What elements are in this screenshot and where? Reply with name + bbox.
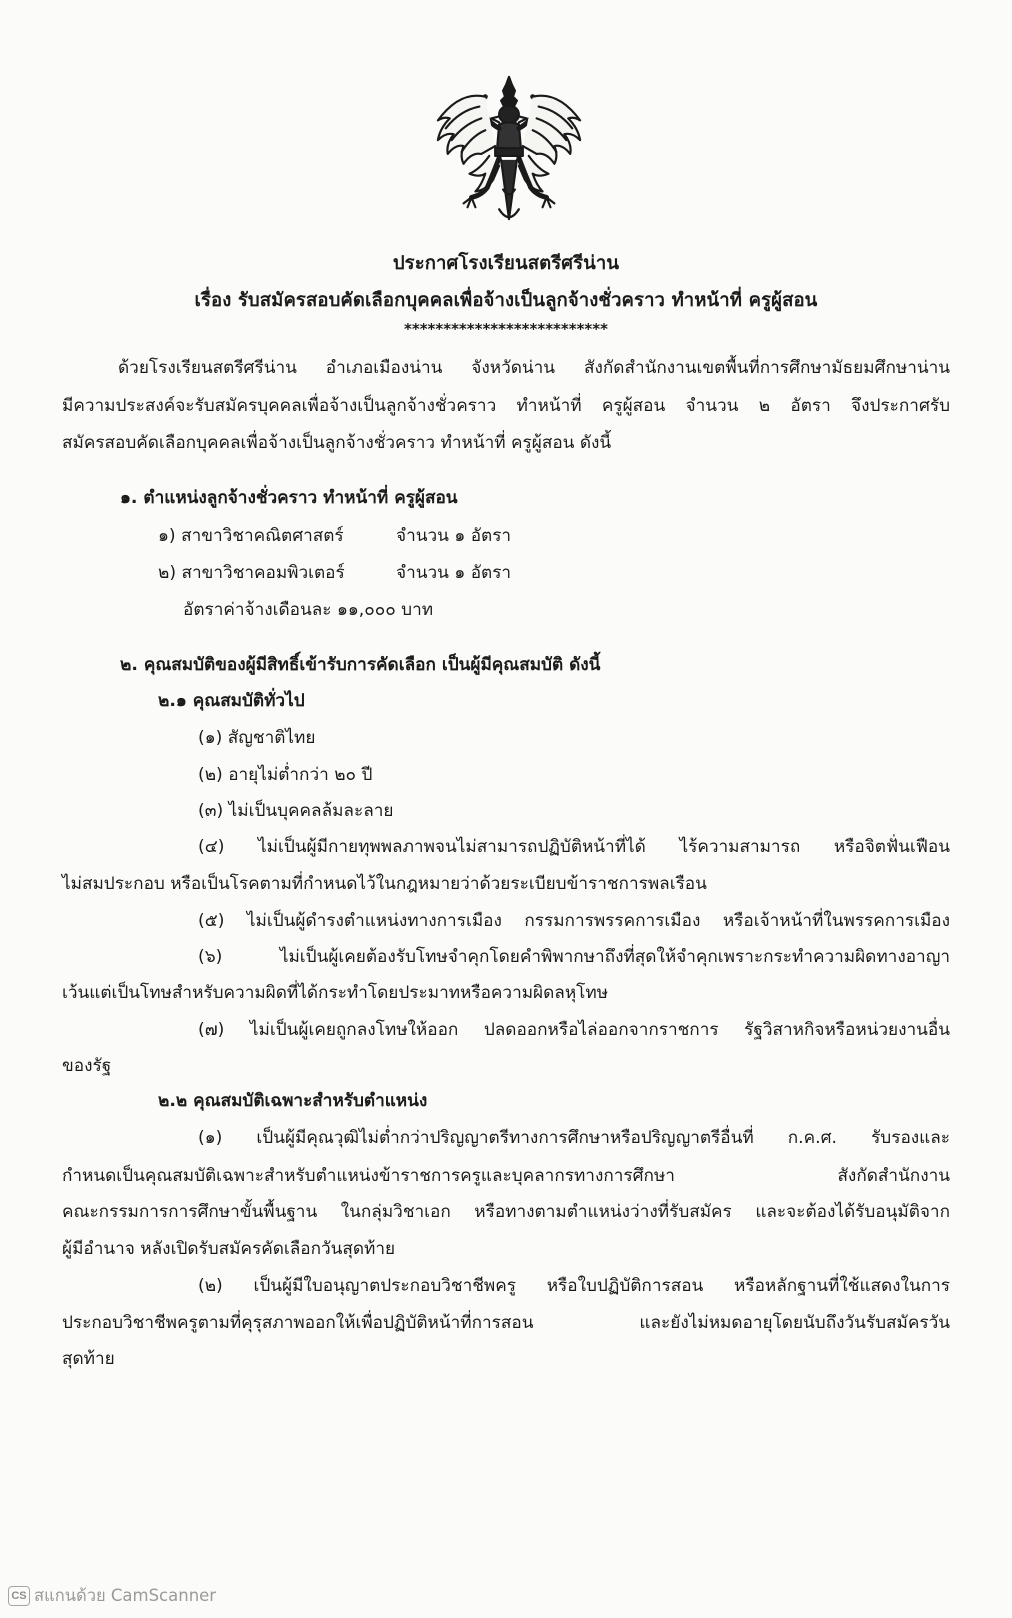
qualification-item: (๑) สัญชาติไทย: [198, 728, 316, 748]
specific-qualification-continued: กำหนดเป็นคุณสมบัติเฉพาะสำหรับตำแหน่งข้าราชการครูและบุคลากรทางการศึกษา สังกัดสำนักงาน: [62, 1166, 950, 1186]
announcement-subject: เรื่อง รับสมัครสอบคัดเลือกบุคคลเพื่อจ้างเป็นลูกจ้างชั่วคราว ทำหน้าที่ ครูผู้สอน: [194, 290, 818, 311]
specific-qualification-continued: ผู้มีอำนาจ หลังเปิดรับสมัครคัดเลือกวันสุดท้าย: [62, 1239, 396, 1259]
position-count: จำนวน ๑ อัตรา: [396, 563, 512, 583]
wage-rate: อัตราค่าจ้างเดือนละ ๑๑,๐๐๐ บาท: [183, 600, 434, 620]
garuda-emblem-icon: [430, 70, 588, 230]
general-qualifications-heading: ๒.๑ คุณสมบัติทั่วไป: [158, 691, 305, 711]
specific-qualification-item: (๑) เป็นผู้มีคุณวุฒิไม่ต่ำกว่าปริญญาตรีทางการศึกษาหรือปริญญาตรีอื่นที่ ก.ค.ศ. รับรองและ: [198, 1128, 950, 1148]
qualification-item-continued: ของรัฐ: [62, 1056, 112, 1076]
camscanner-watermark: [8, 1584, 216, 1608]
title-divider: **************************: [404, 320, 608, 338]
position-name: ๒) สาขาวิชาคอมพิวเตอร์: [158, 563, 345, 583]
position-name: ๑) สาขาวิชาคณิตศาสตร์: [158, 526, 344, 546]
qualification-item: (๓) ไม่เป็นบุคคลล้มละลาย: [198, 801, 394, 821]
intro-line: มีความประสงค์จะรับสมัครบุคคลเพื่อจ้างเป็นลูกจ้างชั่วคราว ทำหน้าที่ ครูผู้สอน จำนวน ๒ อัตรา จึงประกาศรับ: [62, 396, 950, 416]
qualification-item: (๖) ไม่เป็นผู้เคยต้องรับโทษจำคุกโดยคำพิพากษาถึงที่สุดให้จำคุกเพราะกระทำความผิดทางอาญา: [198, 947, 950, 967]
specific-qualification-continued: สุดท้าย: [62, 1349, 115, 1369]
section2-heading: ๒. คุณสมบัติของผู้มีสิทธิ์เข้ารับการคัดเลือก เป็นผู้มีคุณสมบัติ ดังนี้: [120, 655, 601, 675]
specific-qualification-continued: คณะกรรมการการศึกษาขั้นพื้นฐาน ในกลุ่มวิชาเอก หรือทางตามตำแหน่งว่างที่รับสมัคร และจะต้องได้รับอนุมัติจาก: [62, 1202, 950, 1222]
position-count: จำนวน ๑ อัตรา: [396, 526, 512, 546]
camscanner-logo-icon: CS: [8, 1586, 30, 1606]
qualification-item: (๗) ไม่เป็นผู้เคยถูกลงโทษให้ออก ปลดออกหรือไล่ออกจากราชการ รัฐวิสาหกิจหรือหน่วยงานอื่น: [198, 1020, 950, 1040]
qualification-item: (๕) ไม่เป็นผู้ดำรงตำแหน่งทางการเมือง กรรมการพรรคการเมือง หรือเจ้าหน้าที่ในพรรคการเมือง: [198, 911, 950, 931]
qualification-item-continued: ไม่สมประกอบ หรือเป็นโรคตามที่กำหนดไว้ในกฎหมายว่าด้วยระเบียบข้าราชการพลเรือน: [62, 874, 707, 894]
intro-line: ด้วยโรงเรียนสตรีศรีน่าน อำเภอเมืองน่าน จังหวัดน่าน สังกัดสำนักงานเขตพื้นที่การศึกษามัธยมศึกษาน่าน: [118, 358, 950, 378]
watermark-text: สแกนด้วย CamScanner: [34, 1586, 217, 1605]
announcement-title: ประกาศโรงเรียนสตรีศรีน่าน: [392, 253, 620, 274]
specific-qualification-continued: ประกอบวิชาชีพครูตามที่คุรุสภาพออกให้เพื่อปฏิบัติหน้าที่การสอน และยังไม่หมดอายุโดยนับถึงวันรับสมัครวัน: [62, 1313, 950, 1333]
qualification-item-continued: เว้นแต่เป็นโทษสำหรับความผิดที่ได้กระทำโดยประมาทหรือความผิดลหุโทษ: [62, 983, 609, 1003]
qualification-item: (๒) อายุไม่ต่ำกว่า ๒๐ ปี: [198, 765, 373, 785]
qualification-item: (๔) ไม่เป็นผู้มีกายทุพพลภาพจนไม่สามารถปฏิบัติหน้าที่ได้ ไร้ความสามารถ หรือจิตฟั่นเฟือน: [198, 837, 950, 857]
specific-qualifications-heading: ๒.๒ คุณสมบัติเฉพาะสำหรับตำแหน่ง: [158, 1091, 428, 1111]
specific-qualification-item: (๒) เป็นผู้มีใบอนุญาตประกอบวิชาชีพครู หรือใบปฏิบัติการสอน หรือหลักฐานที่ใช้แสดงในการ: [198, 1276, 950, 1296]
intro-line: สมัครสอบคัดเลือกบุคคลเพื่อจ้างเป็นลูกจ้างชั่วคราว ทำหน้าที่ ครูผู้สอน ดังนี้: [62, 433, 612, 453]
section1-heading: ๑. ตำแหน่งลูกจ้างชั่วคราว ทำหน้าที่ ครูผู้สอน: [120, 488, 458, 508]
